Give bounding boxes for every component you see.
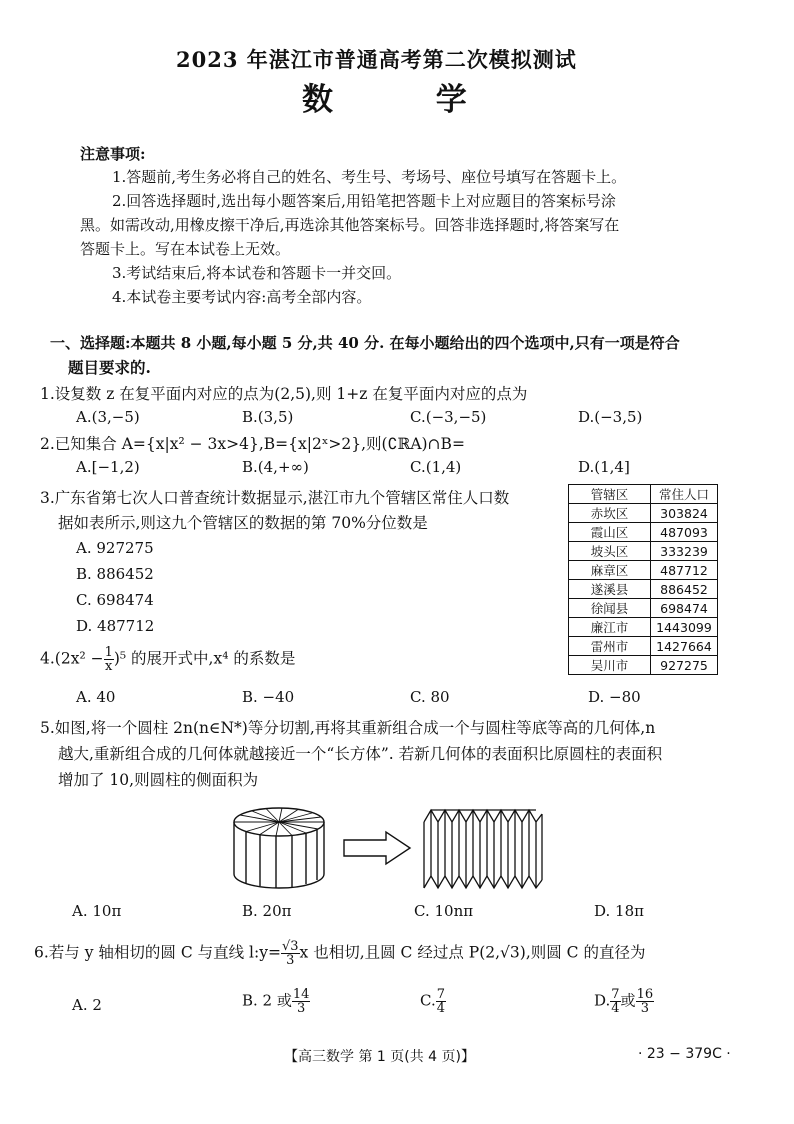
district-cell: 麻章区 bbox=[569, 561, 651, 580]
q6-option-d-num-2: 16 bbox=[636, 987, 654, 1002]
q5-option-d: D. 18π bbox=[594, 902, 644, 920]
q6-stem-pre: 6.若与 y 轴相切的圆 C 与直线 l:y= bbox=[34, 943, 281, 962]
population-cell: 487712 bbox=[651, 561, 718, 580]
table-header-district: 管辖区 bbox=[569, 485, 651, 504]
notice-line-3: 3.考试结束后,将本试卷和答题卡一并交回。 bbox=[112, 264, 402, 282]
table-row bbox=[569, 580, 718, 599]
q3-option-b: B. 886452 bbox=[76, 565, 154, 583]
notice-line-4: 4.本试卷主要考试内容:高考全部内容。 bbox=[112, 288, 372, 306]
q6-option-d-fraction-2 bbox=[636, 988, 655, 1015]
q4-fraction bbox=[104, 646, 114, 673]
population-cell: 1443099 bbox=[651, 618, 718, 637]
q4-option-d: D. −80 bbox=[588, 688, 641, 706]
q6-option-b-pre: B. 2 或 bbox=[242, 991, 292, 1010]
q6-option-a: A. 2 bbox=[72, 996, 102, 1014]
q6-option-d bbox=[594, 988, 654, 1015]
table-header-row bbox=[569, 485, 718, 504]
notice-heading: 注意事项: bbox=[80, 145, 146, 163]
q2-option-a: A.[−1,2) bbox=[76, 458, 140, 476]
q6-option-d-fraction-1 bbox=[610, 988, 620, 1015]
q2-option-b: B.(4,+∞) bbox=[242, 458, 309, 476]
q4-option-a: A. 40 bbox=[76, 688, 116, 706]
q2-option-d: D.(1,4] bbox=[578, 458, 630, 476]
q5-stem-line-1: 5.如图,将一个圆柱 2n(n∈N*)等分切割,再将其重新组合成一个与圆柱等底等高的几何体,n bbox=[40, 719, 656, 737]
q4-option-b: B. −40 bbox=[242, 688, 295, 706]
q1-option-c: C.(−3,−5) bbox=[410, 408, 487, 426]
cylinder-figure bbox=[234, 808, 324, 888]
notice-line-2a: 2.回答选择题时,选出每小题答案后,用铅笔把答题卡上对应题目的答案标号涂 bbox=[112, 192, 616, 210]
q6-option-b bbox=[242, 988, 310, 1015]
q4-option-c: C. 80 bbox=[410, 688, 450, 706]
arrow-icon bbox=[344, 832, 410, 864]
q4-stem-post: )⁵ 的展开式中,x⁴ 的系数是 bbox=[113, 649, 296, 668]
population-table bbox=[568, 484, 718, 675]
population-cell: 487093 bbox=[651, 523, 718, 542]
q3-stem-line-1: 3.广东省第七次人口普查统计数据显示,湛江市九个管辖区常住人口数 bbox=[40, 489, 510, 507]
q4-frac-num: 1 bbox=[104, 645, 113, 660]
q4-stem bbox=[40, 646, 295, 673]
district-cell: 遂溪县 bbox=[569, 580, 651, 599]
q6-option-b-den: 3 bbox=[297, 1001, 306, 1016]
population-cell: 927275 bbox=[651, 656, 718, 675]
q3-option-d: D. 487712 bbox=[76, 617, 155, 635]
district-cell: 廉江市 bbox=[569, 618, 651, 637]
district-cell: 雷州市 bbox=[569, 637, 651, 656]
q4-stem-pre: 4.(2x² − bbox=[40, 649, 104, 668]
section-heading-line-2: 题目要求的. bbox=[68, 358, 151, 377]
notice-line-2b: 黑。如需改动,用橡皮擦干净后,再选涂其他答案标号。回答非选择题时,将答案写在 bbox=[80, 216, 620, 234]
q2-stem: 2.已知集合 A={x|x² − 3x>4},B={x|2ˣ>2},则(∁ℝA)∩B= bbox=[40, 435, 465, 453]
q4-frac-den: x bbox=[105, 659, 113, 674]
q5-option-b: B. 20π bbox=[242, 902, 292, 920]
q6-option-d-pre: D. bbox=[594, 991, 611, 1010]
q6-option-d-den-1: 4 bbox=[611, 1001, 620, 1016]
q6-option-c-num: 7 bbox=[436, 987, 445, 1002]
q6-option-c-den: 4 bbox=[436, 1001, 445, 1016]
district-cell: 徐闻县 bbox=[569, 599, 651, 618]
table-row bbox=[569, 599, 718, 618]
q3-option-c: C. 698474 bbox=[76, 591, 154, 609]
q1-option-d: D.(−3,5) bbox=[578, 408, 643, 426]
q5-stem-line-3: 增加了 10,则圆柱的侧面积为 bbox=[58, 771, 259, 789]
q1-stem: 1.设复数 z 在复平面内对应的点为(2,5),则 1+z 在复平面内对应的点为 bbox=[40, 385, 528, 403]
q6-frac-den: 3 bbox=[286, 953, 295, 968]
population-cell: 333239 bbox=[651, 542, 718, 561]
q6-option-c bbox=[420, 988, 446, 1015]
population-cell: 1427664 bbox=[651, 637, 718, 656]
notice-line-1: 1.答题前,考生务必将自己的姓名、考生号、考场号、座位号填写在答题卡上。 bbox=[112, 168, 627, 186]
population-cell: 886452 bbox=[651, 580, 718, 599]
district-cell: 霞山区 bbox=[569, 523, 651, 542]
table-row bbox=[569, 523, 718, 542]
q5-figure bbox=[226, 796, 556, 900]
population-cell: 303824 bbox=[651, 504, 718, 523]
q6-option-b-num: 14 bbox=[292, 987, 310, 1002]
district-cell: 坡头区 bbox=[569, 542, 651, 561]
q1-option-b: B.(3,5) bbox=[242, 408, 294, 426]
q6-fraction bbox=[281, 940, 300, 967]
section-heading-line-1: 一、选择题:本题共 8 小题,每小题 5 分,共 40 分. 在每小题给出的四个选项中,只有一项是符合 bbox=[50, 334, 680, 352]
table-row bbox=[569, 542, 718, 561]
table-row bbox=[569, 618, 718, 637]
q6-option-d-den-2: 3 bbox=[640, 1001, 649, 1016]
population-cell: 698474 bbox=[651, 599, 718, 618]
q3-option-a: A. 927275 bbox=[76, 539, 154, 557]
q3-stem-line-2: 据如表所示,则这九个管辖区的数据的第 70%分位数是 bbox=[58, 514, 428, 532]
table-row bbox=[569, 637, 718, 656]
q2-option-c: C.(1,4) bbox=[410, 458, 462, 476]
q6-stem bbox=[34, 940, 645, 967]
q6-frac-num: √3 bbox=[281, 939, 299, 954]
page-footer: 【高三数学 第 1 页(共 4 页)】 bbox=[284, 1049, 475, 1065]
q6-option-c-fraction bbox=[436, 988, 446, 1015]
q6-stem-post: x 也相切,且圆 C 经过点 P(2,√3),则圆 C 的直径为 bbox=[299, 943, 646, 962]
rearranged-solid-figure bbox=[424, 810, 542, 888]
q6-option-b-fraction bbox=[292, 988, 311, 1015]
exam-title: 2023 年湛江市普通高考第二次模拟测试 bbox=[176, 47, 577, 72]
table-row bbox=[569, 561, 718, 580]
q6-option-d-mid: 或 bbox=[620, 991, 636, 1010]
district-cell: 赤坎区 bbox=[569, 504, 651, 523]
q5-option-a: A. 10π bbox=[72, 902, 122, 920]
exam-code: · 23 − 379C · bbox=[638, 1046, 731, 1062]
table-row bbox=[569, 656, 718, 675]
table-row bbox=[569, 504, 718, 523]
district-cell: 吴川市 bbox=[569, 656, 651, 675]
subject-title: 数 学 bbox=[302, 82, 513, 118]
q5-option-c: C. 10nπ bbox=[414, 902, 474, 920]
q6-option-d-num-1: 7 bbox=[611, 987, 620, 1002]
q5-stem-line-2: 越大,重新组合成的几何体就越接近一个“长方体”. 若新几何体的表面积比原圆柱的表面积 bbox=[58, 745, 663, 763]
q6-option-c-pre: C. bbox=[420, 991, 436, 1010]
q1-option-a: A.(3,−5) bbox=[76, 408, 140, 426]
table-header-population: 常住人口 bbox=[651, 485, 718, 504]
notice-line-2c: 答题卡上。写在本试卷上无效。 bbox=[80, 240, 291, 258]
